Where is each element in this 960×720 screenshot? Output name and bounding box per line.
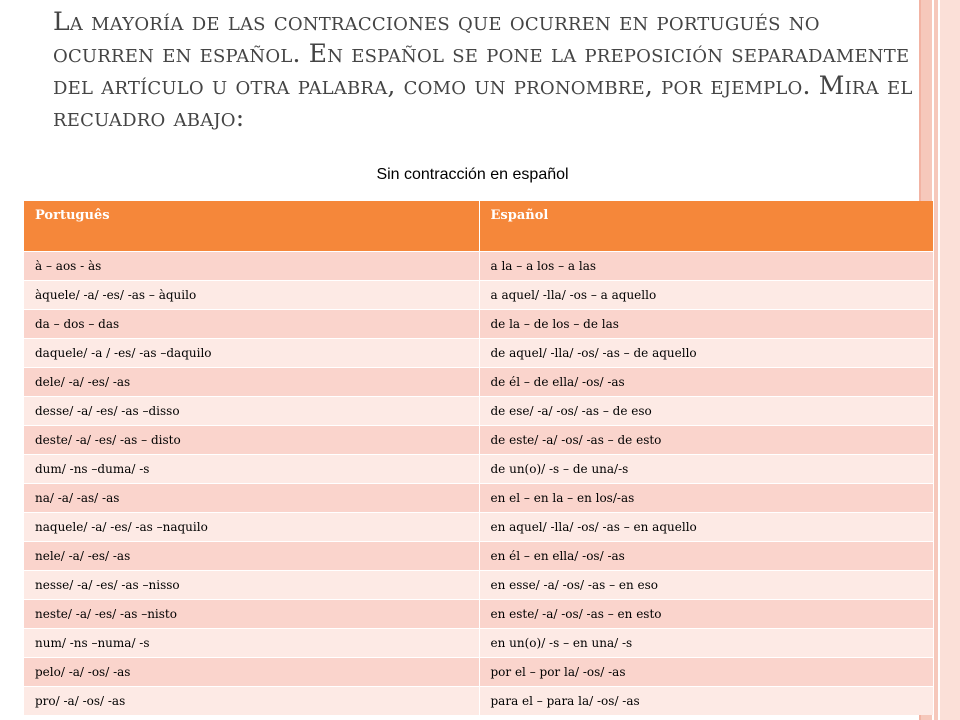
table-row	[24, 454, 933, 483]
table-body	[24, 251, 933, 715]
cell-portugues: desse/ -a/ -es/ -as –disso	[24, 396, 479, 425]
table-row	[24, 599, 933, 628]
cell-espanol: para el – para la/ -os/ -as	[479, 686, 933, 715]
table-row	[24, 657, 933, 686]
table-row	[24, 541, 933, 570]
cell-espanol: de un(o)/ -s – de una/-s	[479, 454, 933, 483]
cell-espanol: en este/ -a/ -os/ -as – en esto	[479, 599, 933, 628]
table-row	[24, 338, 933, 367]
slide-border-band-outer	[940, 0, 960, 720]
table-row	[24, 309, 933, 338]
slide-title: La mayoría de las contracciones que ocurren en portugués no ocurren en español. En español se pone la preposición separadamente del artículo u otra palabra, como un pronombre, por ejemplo. Mira el recuadro abajo:	[53, 7, 913, 132]
table-row	[24, 628, 933, 657]
column-header-espanol: Español	[479, 201, 933, 251]
cell-espanol: de aquel/ -lla/ -os/ -as – de aquello	[479, 338, 933, 367]
cell-espanol: por el – por la/ -os/ -as	[479, 657, 933, 686]
cell-portugues: deste/ -a/ -es/ -as – disto	[24, 425, 479, 454]
table-caption: Sin contracción en español	[376, 166, 569, 183]
column-header-portugues: Português	[24, 201, 479, 251]
cell-portugues: num/ -ns –numa/ -s	[24, 628, 479, 657]
cell-portugues: pelo/ -a/ -os/ -as	[24, 657, 479, 686]
cell-espanol: en esse/ -a/ -os/ -as – en eso	[479, 570, 933, 599]
table-row	[24, 570, 933, 599]
cell-espanol: de la – de los – de las	[479, 309, 933, 338]
cell-portugues: àquele/ -a/ -es/ -as – àquilo	[24, 280, 479, 309]
cell-espanol: de este/ -a/ -os/ -as – de esto	[479, 425, 933, 454]
table-header-row	[24, 201, 933, 251]
contractions-table	[24, 201, 933, 715]
cell-espanol: a aquel/ -lla/ -os – a aquello	[479, 280, 933, 309]
cell-portugues: neste/ -a/ -es/ -as –nisto	[24, 599, 479, 628]
cell-portugues: pro/ -a/ -os/ -as	[24, 686, 479, 715]
table-row	[24, 686, 933, 715]
cell-portugues: dele/ -a/ -es/ -as	[24, 367, 479, 396]
cell-portugues: nesse/ -a/ -es/ -as –nisso	[24, 570, 479, 599]
cell-espanol: en él – en ella/ -os/ -as	[479, 541, 933, 570]
cell-espanol: en el – en la – en los/-as	[479, 483, 933, 512]
cell-portugues: daquele/ -a / -es/ -as –daquilo	[24, 338, 479, 367]
cell-portugues: à – aos - às	[24, 251, 479, 280]
cell-portugues: nele/ -a/ -es/ -as	[24, 541, 479, 570]
cell-espanol: en un(o)/ -s – en una/ -s	[479, 628, 933, 657]
table-row	[24, 512, 933, 541]
cell-portugues: da – dos – das	[24, 309, 479, 338]
cell-espanol: de ese/ -a/ -os/ -as – de eso	[479, 396, 933, 425]
table-row	[24, 251, 933, 280]
table-row	[24, 425, 933, 454]
cell-espanol: de él – de ella/ -os/ -as	[479, 367, 933, 396]
table-row	[24, 367, 933, 396]
cell-espanol: a la – a los – a las	[479, 251, 933, 280]
cell-portugues: naquele/ -a/ -es/ -as –naquilo	[24, 512, 479, 541]
table-row	[24, 396, 933, 425]
cell-portugues: na/ -a/ -as/ -as	[24, 483, 479, 512]
table-row	[24, 483, 933, 512]
table-row	[24, 280, 933, 309]
cell-portugues: dum/ -ns –duma/ -s	[24, 454, 479, 483]
cell-espanol: en aquel/ -lla/ -os/ -as – en aquello	[479, 512, 933, 541]
